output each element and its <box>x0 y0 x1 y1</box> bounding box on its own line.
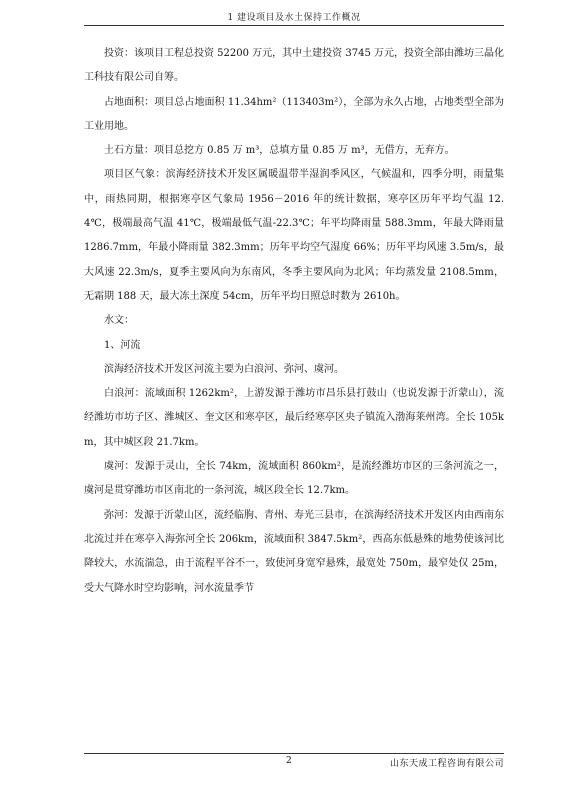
paragraph-rivers-intro: 滨海经济技术开发区河流主要为白浪河、弥河、虞河。 <box>104 363 344 375</box>
paragraph-climate: 项目区气象：滨海经济技术开发区属暖温带半湿润季风区，气候温和，四季分明，雨量集中，雨热同期，根据寒亭区气象局 1956－2016 年的统计数据，寒亭区历年平均气温 12.4℃，极端最高气温 41℃，极端最低气温-22.3℃；年平均降雨量 588.3mm，年最大降雨量 1286.7mm，年最小降雨量 382.3mm；历年平均空气湿度 66%；历年平均风速 3.5m/s，最大风速 22.3m/s，夏季主要风向为东南风，冬季主要风向为北风；年均蒸发量 2108.5mm，无霜期 188 天，最大冻土深度 54cm，历年平均日照总时数为 2610h。 <box>84 169 504 302</box>
document-body <box>84 42 504 601</box>
paragraph-land-area: 占地面积：项目总占地面积 11.34hm²（113403m²），全部为永久占地，占地类型全部为工业用地。 <box>84 96 504 132</box>
paragraph-earthwork: 土石方量：项目总挖方 0.85 万 m³，总填方量 0.85 万 m³，无借方，无弃方。 <box>104 145 455 157</box>
page-header: 1 建设项目及水土保持工作概况 <box>227 13 361 23</box>
paragraph-investment: 投资：该项目工程总投资 52200 万元，其中土建投资 3745 万元，投资全部由潍坊三晶化工科技有限公司自筹。 <box>84 48 504 84</box>
paragraph-yu-river: 虞河：发源于灵山，全长 74km，流域面积 860km²，是流经潍坊市区的三条河流之一，虞河是贯穿潍坊市区南北的一条河流，城区段全长 12.7km。 <box>84 461 504 497</box>
header-divider <box>84 25 504 26</box>
paragraph-bailang-river: 白浪河：流域面积 1262km²，上游发源于潍坊市昌乐县打鼓山（也说发源于沂蒙山），流经潍坊市坊子区、潍城区、奎文区和寒亭区，最后经寒亭区央子镇流入渤海莱州湾。全长 105km，其中城区段 21.7km。 <box>84 388 504 448</box>
paragraph-rivers-heading: 1、河流 <box>104 339 141 351</box>
paragraph-mi-river: 弥河：发源于沂蒙山区，流经临朐、青州、寿光三县市，在滨海经济技术开发区内由西南东北流过并在寒亭入海弥河全长 206km，流域面积 3847.5km²，西高东低悬殊的地势使该河比降较大，水流湍急，由于流程平谷不一，致使河身宽窄悬殊，最宽处 750m，最窄处仅 25m，受大气降水时空均影响，河水流量季节 <box>84 509 504 594</box>
footer-divider <box>84 753 504 754</box>
paragraph-hydrology-heading: 水文： <box>104 315 134 327</box>
page-number: 2 <box>286 756 292 766</box>
company-name: 山东天成工程咨询有限公司 <box>389 759 504 769</box>
